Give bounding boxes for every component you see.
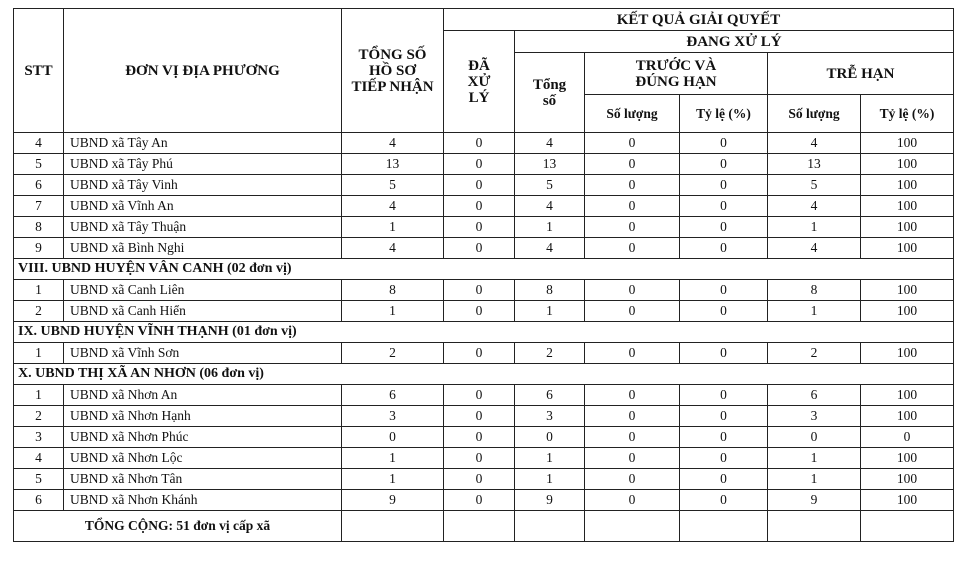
cell-total-received: 3 [342, 406, 444, 427]
cell-total-received: 9 [342, 490, 444, 511]
cell-late-ratio: 100 [861, 406, 954, 427]
cell-on-time-quantity: 0 [585, 490, 680, 511]
cell-on-time-ratio: 0 [680, 154, 768, 175]
cell-stt: 2 [14, 406, 64, 427]
cell-stt: 7 [14, 196, 64, 217]
cell-late-ratio: 100 [861, 175, 954, 196]
table-row [14, 490, 954, 511]
cell-unit-name: UBND xã Tây An [64, 133, 342, 154]
cell-late-quantity: 1 [768, 448, 861, 469]
cell-total-received: 1 [342, 217, 444, 238]
cell-subtotal: 4 [515, 238, 585, 259]
cell-late-ratio: 100 [861, 343, 954, 364]
cell-on-time-quantity: 0 [585, 469, 680, 490]
cell-subtotal: 3 [515, 406, 585, 427]
total-cell [768, 511, 861, 542]
cell-late-quantity: 1 [768, 217, 861, 238]
total-cell [680, 511, 768, 542]
header-on-time-ratio: Tỷ lệ (%) [680, 95, 768, 133]
cell-on-time-quantity: 0 [585, 301, 680, 322]
cell-on-time-ratio: 0 [680, 301, 768, 322]
cell-on-time-quantity: 0 [585, 238, 680, 259]
header-subtotal: Tổng số [515, 53, 585, 133]
cell-on-time-ratio: 0 [680, 175, 768, 196]
cell-unit-name: UBND xã Nhơn Khánh [64, 490, 342, 511]
cell-on-time-ratio: 0 [680, 427, 768, 448]
cell-processed: 0 [444, 385, 515, 406]
table-header [14, 9, 954, 133]
cell-on-time-ratio: 0 [680, 133, 768, 154]
cell-stt: 1 [14, 343, 64, 364]
cell-processed: 0 [444, 490, 515, 511]
cell-total-received: 1 [342, 301, 444, 322]
cell-stt: 6 [14, 175, 64, 196]
cell-on-time-quantity: 0 [585, 343, 680, 364]
cell-on-time-ratio: 0 [680, 448, 768, 469]
cell-on-time-quantity: 0 [585, 217, 680, 238]
cell-on-time-quantity: 0 [585, 175, 680, 196]
cell-stt: 6 [14, 490, 64, 511]
cell-late-quantity: 4 [768, 238, 861, 259]
table-row [14, 154, 954, 175]
cell-on-time-ratio: 0 [680, 406, 768, 427]
cell-late-ratio: 0 [861, 427, 954, 448]
cell-total-received: 1 [342, 448, 444, 469]
cell-late-ratio: 100 [861, 385, 954, 406]
section-row-x [14, 364, 954, 385]
cell-unit-name: UBND xã Nhơn Hạnh [64, 406, 342, 427]
cell-on-time-ratio: 0 [680, 217, 768, 238]
header-processing: ĐANG XỬ LÝ [515, 31, 954, 53]
total-cell [342, 511, 444, 542]
cell-on-time-ratio: 0 [680, 238, 768, 259]
cell-unit-name: UBND xã Tây Vinh [64, 175, 342, 196]
cell-late-ratio: 100 [861, 196, 954, 217]
cell-total-received: 13 [342, 154, 444, 175]
cell-unit-name: UBND xã Vĩnh An [64, 196, 342, 217]
section-title-viii: VIII. UBND HUYỆN VÂN CANH (02 đơn vị) [14, 259, 954, 280]
cell-late-quantity: 6 [768, 385, 861, 406]
cell-unit-name: UBND xã Canh Hiển [64, 301, 342, 322]
header-late-quantity: Số lượng [768, 95, 861, 133]
cell-subtotal: 8 [515, 280, 585, 301]
cell-subtotal: 0 [515, 427, 585, 448]
cell-total-received: 1 [342, 469, 444, 490]
cell-processed: 0 [444, 196, 515, 217]
header-total-received: TỔNG SỐ HỒ SƠ TIẾP NHẬN [342, 9, 444, 133]
cell-total-received: 2 [342, 343, 444, 364]
cell-late-ratio: 100 [861, 469, 954, 490]
cell-processed: 0 [444, 406, 515, 427]
cell-late-quantity: 1 [768, 469, 861, 490]
cell-stt: 5 [14, 154, 64, 175]
cell-late-quantity: 5 [768, 175, 861, 196]
cell-subtotal: 4 [515, 133, 585, 154]
table-row [14, 280, 954, 301]
section-row-ix [14, 322, 954, 343]
table-row [14, 133, 954, 154]
table-row [14, 406, 954, 427]
cell-processed: 0 [444, 154, 515, 175]
cell-subtotal: 1 [515, 448, 585, 469]
cell-late-quantity: 2 [768, 343, 861, 364]
total-cell [515, 511, 585, 542]
cell-subtotal: 4 [515, 196, 585, 217]
cell-processed: 0 [444, 133, 515, 154]
cell-processed: 0 [444, 448, 515, 469]
table-row [14, 448, 954, 469]
cell-processed: 0 [444, 343, 515, 364]
cell-processed: 0 [444, 427, 515, 448]
cell-subtotal: 1 [515, 217, 585, 238]
cell-unit-name: UBND xã Nhơn Tân [64, 469, 342, 490]
total-cell [585, 511, 680, 542]
header-stt: STT [14, 9, 64, 133]
cell-subtotal: 5 [515, 175, 585, 196]
cell-subtotal: 1 [515, 301, 585, 322]
cell-on-time-ratio: 0 [680, 196, 768, 217]
cell-late-ratio: 100 [861, 154, 954, 175]
header-late: TRỄ HẠN [768, 53, 954, 95]
cell-processed: 0 [444, 301, 515, 322]
table-row [14, 343, 954, 364]
cell-on-time-quantity: 0 [585, 448, 680, 469]
cell-on-time-quantity: 0 [585, 133, 680, 154]
cell-on-time-ratio: 0 [680, 343, 768, 364]
cell-on-time-ratio: 0 [680, 490, 768, 511]
cell-late-quantity: 4 [768, 133, 861, 154]
cell-late-quantity: 4 [768, 196, 861, 217]
cell-total-received: 4 [342, 238, 444, 259]
header-result: KẾT QUẢ GIẢI QUYẾT [444, 9, 954, 31]
cell-subtotal: 1 [515, 469, 585, 490]
cell-on-time-ratio: 0 [680, 280, 768, 301]
cell-stt: 5 [14, 469, 64, 490]
cell-stt: 4 [14, 448, 64, 469]
cell-subtotal: 13 [515, 154, 585, 175]
cell-late-ratio: 100 [861, 217, 954, 238]
table-body [14, 133, 954, 542]
cell-late-quantity: 8 [768, 280, 861, 301]
cell-late-ratio: 100 [861, 448, 954, 469]
table-row [14, 385, 954, 406]
cell-stt: 4 [14, 133, 64, 154]
cell-processed: 0 [444, 238, 515, 259]
section-title-x: X. UBND THỊ XÃ AN NHƠN (06 đơn vị) [14, 364, 954, 385]
header-late-ratio: Tỷ lệ (%) [861, 95, 954, 133]
header-processed: ĐÃ XỬ LÝ [444, 31, 515, 133]
cell-late-quantity: 9 [768, 490, 861, 511]
cell-on-time-quantity: 0 [585, 427, 680, 448]
header-on-time-quantity: Số lượng [585, 95, 680, 133]
cell-stt: 1 [14, 385, 64, 406]
cell-on-time-quantity: 0 [585, 196, 680, 217]
cell-late-ratio: 100 [861, 301, 954, 322]
table-row [14, 217, 954, 238]
cell-total-received: 4 [342, 133, 444, 154]
cell-late-quantity: 1 [768, 301, 861, 322]
section-title-ix: IX. UBND HUYỆN VĨNH THẠNH (01 đơn vị) [14, 322, 954, 343]
cell-processed: 0 [444, 217, 515, 238]
cell-unit-name: UBND xã Bình Nghi [64, 238, 342, 259]
cell-total-received: 8 [342, 280, 444, 301]
table-row [14, 469, 954, 490]
cell-on-time-quantity: 0 [585, 280, 680, 301]
cell-total-received: 0 [342, 427, 444, 448]
cell-on-time-quantity: 0 [585, 385, 680, 406]
cell-total-received: 4 [342, 196, 444, 217]
cell-unit-name: UBND xã Canh Liên [64, 280, 342, 301]
cell-late-quantity: 0 [768, 427, 861, 448]
total-cell [861, 511, 954, 542]
cell-unit-name: UBND xã Tây Phú [64, 154, 342, 175]
cell-late-ratio: 100 [861, 280, 954, 301]
cell-late-ratio: 100 [861, 238, 954, 259]
cell-unit-name: UBND xã Nhơn An [64, 385, 342, 406]
cell-stt: 2 [14, 301, 64, 322]
cell-subtotal: 9 [515, 490, 585, 511]
cell-on-time-quantity: 0 [585, 406, 680, 427]
header-unit: ĐƠN VỊ ĐỊA PHƯƠNG [64, 9, 342, 133]
cell-on-time-ratio: 0 [680, 469, 768, 490]
cell-stt: 1 [14, 280, 64, 301]
cell-stt: 8 [14, 217, 64, 238]
total-cell [444, 511, 515, 542]
cell-processed: 0 [444, 175, 515, 196]
report-table [13, 8, 954, 542]
cell-stt: 3 [14, 427, 64, 448]
cell-total-received: 5 [342, 175, 444, 196]
table-row [14, 196, 954, 217]
table-row [14, 238, 954, 259]
header-on-time: TRƯỚC VÀ ĐÚNG HẠN [585, 53, 768, 95]
cell-on-time-ratio: 0 [680, 385, 768, 406]
cell-unit-name: UBND xã Nhơn Phúc [64, 427, 342, 448]
cell-late-ratio: 100 [861, 133, 954, 154]
cell-processed: 0 [444, 469, 515, 490]
cell-unit-name: UBND xã Nhơn Lộc [64, 448, 342, 469]
section-row-viii [14, 259, 954, 280]
total-label: TỔNG CỘNG: 51 đơn vị cấp xã [14, 511, 342, 542]
cell-subtotal: 2 [515, 343, 585, 364]
cell-stt: 9 [14, 238, 64, 259]
cell-processed: 0 [444, 280, 515, 301]
total-row [14, 511, 954, 542]
table-row [14, 427, 954, 448]
table-row [14, 175, 954, 196]
cell-late-ratio: 100 [861, 490, 954, 511]
cell-unit-name: UBND xã Tây Thuận [64, 217, 342, 238]
cell-subtotal: 6 [515, 385, 585, 406]
table-row [14, 301, 954, 322]
cell-late-quantity: 3 [768, 406, 861, 427]
cell-late-quantity: 13 [768, 154, 861, 175]
cell-unit-name: UBND xã Vĩnh Sơn [64, 343, 342, 364]
cell-on-time-quantity: 0 [585, 154, 680, 175]
report-table-container [13, 8, 954, 542]
cell-total-received: 6 [342, 385, 444, 406]
